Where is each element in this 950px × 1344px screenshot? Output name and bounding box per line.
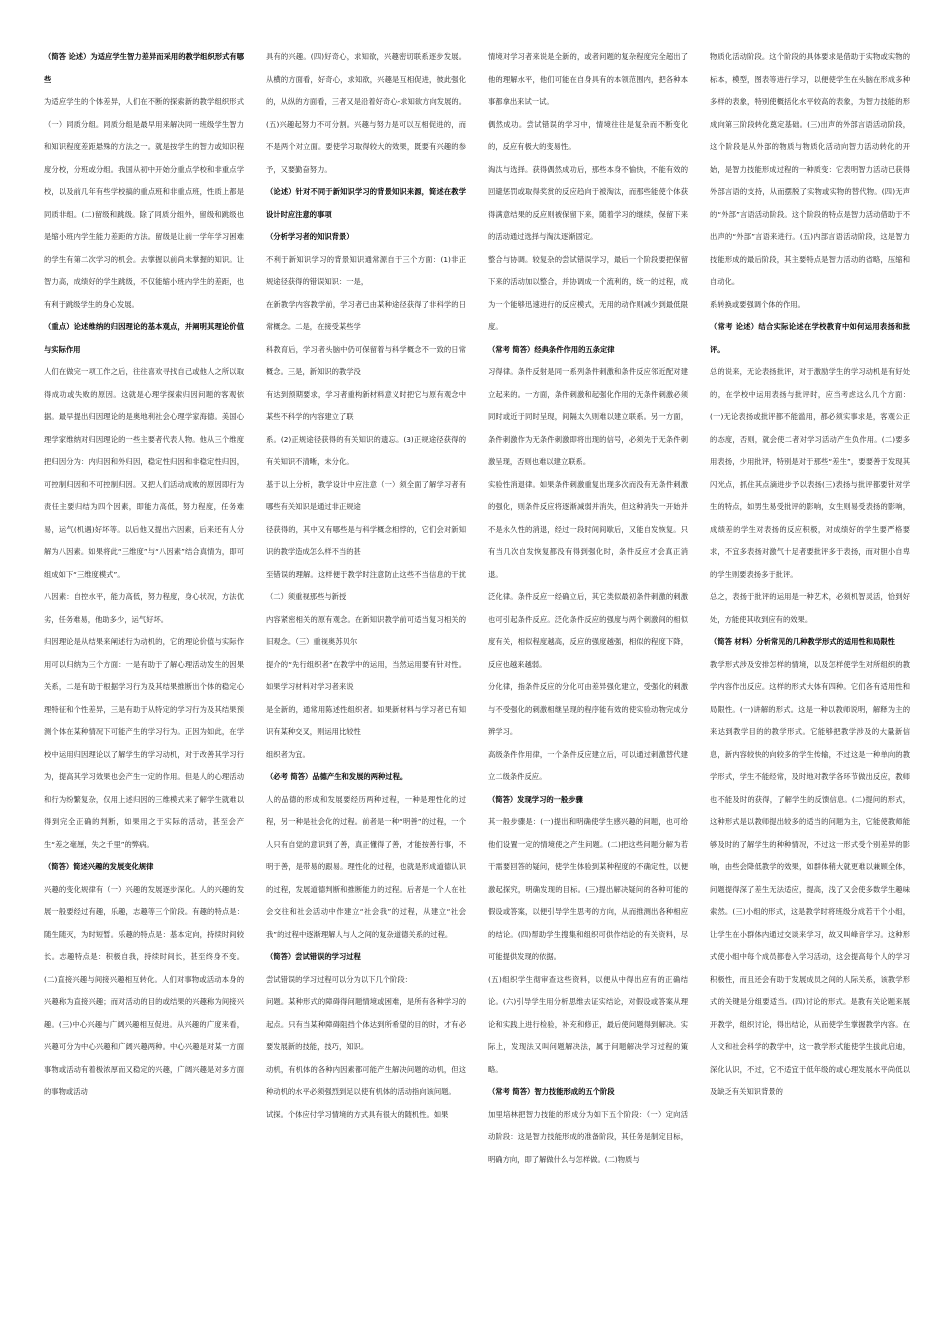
body-paragraph: 问题。某种形式的障碍得问题情境或困难，是所有各种学习的起点。只有当某种障碍阻挡个体达到所希望的目的时，才有必要发展新的技能，技巧，知识。 (266, 997, 466, 1051)
section-heading: （常考 简答）智力技能形成的五个阶段 (488, 1087, 615, 1096)
body-paragraph: 情境对学习者来说是全新的，或者问题的复杂程度完全超出了他的理解水平，他们可能在自身具有的本领范围内，把各种本事都拿出来试一试。 (488, 52, 688, 106)
body-paragraph: 组织者为宜。 (266, 749, 310, 759)
body-paragraph: 偶然成功。尝试错误的学习中，情境往往是复杂而不断变化的，反应有极大的变易性。 (488, 119, 688, 151)
body-paragraph: 实验性消退律。如果条件刺激重复出现多次而没有无条件刺激的强化，则条件反应将逐渐减弱并消失，但这种消失一开始并不是永久性的消退，经过一段时间间歇后，又能自发恢复。只有当几次自发恢复都没有得到强化时，条件反应才会真正消退。 (488, 479, 688, 579)
body-paragraph: 总的说来，无论表扬批评，对于激励学生的学习动机是有好处的，在学校中运用表扬与批评时，应当考虑这么几个方面：(一)无论表扬或批评都不能滥用，都必须实事求是，客观公正的态度，否则，就会使二者对学习活动产生负作用。(二)要多用表扬，少用批评，特别是对于那些“差生”，要要善于发现其闪光点，抓住其点滴进步予以表扬(三)表扬与批评都要针对学生的特点，如男生易受批评的影响，女生则易受表扬的影响，成绩差的学生对表扬的反应积极，对成绩好的学生要严格要求，不宜多表扬对激气十足者要批评多于表扬，而对胆小自卑的学生则要表扬多于批评。 (710, 367, 910, 579)
body-paragraph: 整合与协调。较复杂的尝试错误学习，最后一个阶段要把保留下来的活动加以整合，并协调成一个流利的，统一的过程，成为一个能够迅速进行的反应模式，无用的动作则减少到最低限度。 (488, 254, 688, 331)
body-paragraph: 八因素：自控水平，能力高低，努力程度，身心状况，方法优劣，任务难易，他助多少，运气好坏。 (44, 592, 244, 624)
body-paragraph: 至错误的理解。这样便于教学时注意防止这些不当信息的干扰（二）须重视那些与新授 (266, 569, 466, 601)
body-paragraph: 淘汰与选择。获得偶然成功后，那些本身不愉快，不能有效的回避惩罚或取得奖赏的反应趋向于被淘汰，而那些能使个体获得满意结果的反应则被保留下来，随着学习的继续，保留下来的活动通过选择与淘汰逐渐固定。 (488, 164, 688, 241)
text-column-2 (266, 46, 466, 1316)
body-paragraph: 习得律。条件反射是同一系列条件刺激和条件反应邻近配对建立起来的。一方面，条件刺激和起强化作用的无条件刺激必须同时或近于同时呈现，间隔太久则难以建立联系。另一方面，条件刺激作为无条件刺激即将出现的信号，必须先于无条件刺激呈现，否则也难以建立联系。 (488, 367, 688, 466)
body-paragraph: 人们在做完一项工作之后，往往喜欢寻找自己或他人之所以取得成功或失败的原因。这就是心理学探索归因问题的客观依据。最早提出归因理论的是奥地利社会心理学家海德。美国心理学家维纳对归因理论的一些主要者代表人物。他从三个维度把归因分为：内归因和外归因，稳定性归因和非稳定性归因，可控制归因和不可控制归因。又把人们活动成败的原因即行为责任主要归结为四个因素，即能力高低，努力程度，任务难易，运气(机遇)好坏等。以后他又提出六因素，后来还有人分解为八因素。如果将此“三维度”与“八因素”结合真情为，即可组成如下“三维度模式”。 (44, 367, 244, 579)
body-paragraph: 其一般步骤是：(一)提出和明确使学生感兴趣的问题，也可给他们设置一定的情境使之产生问题。(二)把这些问题分解为若干需要回答的疑问，使学生体验到某种程度的不确定性，以便激起探究，明确发现的目标。(三)提出解决疑问的各种可能的假设或答案，以便引导学生思考的方向，从而推测出各种相应的结论。(四)帮助学生搜集和组织可供作结论的有关资料，尽可能提供发现的依据。 (488, 817, 688, 961)
body-paragraph: 归因理论是从结果来阐述行为动机的，它的理论价值与实际作用可以归纳为三个方面：一是有助于了解心理活动发生的因果关系，二是有助于根据学习行为及其结果推断出个体的稳定心理特征和个性差异，三是有助于从特定的学习行为及其结果预测个体在某种情况下可能产生的学习行为。正因为如此，在学校中运用归因理论以了解学生的学习动机，对于改善其学习行为，提高其学习效果也会产生一定的作用。但是人的心理活动和行为纷繁复杂，仅用上述归因的三维模式来了解学生就难以得到完全正确的判断，如果用之于实际的活动，甚至会产生“差之毫厘，失之千里”的弊病。 (44, 637, 244, 849)
section-heading: （简答 材料）分析常见的几种教学形式的适用性和局限性 (710, 637, 895, 646)
body-paragraph: 具有的兴趣。(四)好奇心，求知欲，兴趣密切联系逐步发展。从横的方面看，好奇心，求知欲，兴趣是互相促进，彼此强化的，从纵的方面看，三者又是沿着好奇心-求知欲方向发展的。(五)兴趣起努力不可分割。兴趣与努力是可以互相促进的，而不是两个对立面。要使学习取得较大的效果，既要有兴趣的参予，又要勤奋努力。 (266, 52, 466, 174)
section-heading: （必考 简答）品德产生和发展的两种过程。 (266, 772, 408, 781)
section-heading: （简答）发现学习的一般步骤 (488, 794, 583, 804)
body-paragraph: 教学形式涉及安排怎样的情境，以及怎样使学生对所组织的教学内容作出反应。这样的形式大体有四种。它们各有适用性和局限性。(一)讲解的形式。这是一种以教师说明，解释为主的来达到教学目的的教学形式。它能够把教学涉及的大量新信息，新内容较快的向较多的学生传输，不过这是一种单向的教学形式，学生不能经常，及时地对教学各环节做出反应，教师也不能及时的获得，了解学生的反馈信息。(二)提问的形式，这种形式是以教师提出较多的适当的问题为主，它能使教师能够及时的了解学生的种种情况，不过这一形式受个别差异的影响，由些会降低教学的效果，如群体稍大就更难以兼顾全体，问题提得深了差生无法适应，提高，浅了又会使多数学生趣味索然。(三)小组的形式，这是教学时将班级分成若干个小组，让学生在小群体内通过交谈来学习，故又叫峰音学习。这种形式使小组中每个成员都卷入学习活动，这会提高每个人的学习积极性，而且还会有助于发展成员之间的人际关系，该教学形式的关键是分组要适当。(四)讨论的形式。是教有关论题来展开教学，组织讨论，得出结论，从而使学生掌握教学内容。在人文和社会科学的教学中，这一教学形式能使学生拔此启迪，深化认识，不过，它不适宜于低年级的或心理发展水平尚低以及缺乏有关知识背景的 (710, 659, 910, 1096)
body-paragraph: 尝试错误的学习过程可以分为以下几个阶段： (266, 974, 412, 984)
section-heading: （论述）针对不同于新知识学习的背景知识来源，简述在教学设计时应注意的事项 (266, 187, 466, 219)
section-heading: （简答）尝试错误的学习过程 (266, 952, 361, 961)
body-paragraph: 不利于新知识学习的背景知识通常源自于三个方面：(1)非正规途径获得的错误知识：一是， (266, 254, 466, 286)
body-paragraph: 泛化律。条件反应一经确立后，其它类似最初条件刺激的刺激也可引起条件反应。泛化条件反应的强度与两个刺激间的相似度有关，相似程度越高，反应的强度越强，相似的程度下降，反应也越来越弱。 (488, 592, 688, 669)
body-paragraph: 试探。个体应付学习情境的方式具有很大的随机性。如果 (266, 1109, 449, 1119)
body-paragraph: 兴趣的变化规律有（一）兴趣的发展逐步深化。人的兴趣的发展一般要经过有趣，乐趣，志趣等三个阶段。有趣的特点是：随生随灭，为时短暂。乐趣的特点是：基本定向，持续时间较长。志趣特点是：积极自我，持续时间长，甚至终身不变。(二)直接兴趣与间接兴趣相互转化。人们对事物或活动本身的兴趣称为直接兴趣；而对活动的目的或结果的兴趣称为间接兴趣。(三)中心兴趣与广阔兴趣相互促进。从兴趣的广度来看，兴趣可分为中心兴趣和广阔兴趣两种。中心兴趣是对某一方面事物或活动有着极浓厚而又稳定的兴趣，广阔兴趣是对多方面的事物或活动 (44, 884, 244, 1096)
body-paragraph: 内容紧密相关的原有观念。在新知识教学前可适当复习相关的旧观念。（三）重视奥苏贝尔 (266, 614, 466, 646)
body-paragraph: 系。(2)正规途径获得的有关知识的遗忘。(3)正规途径获得的有关知识不清晰，未分化。 (266, 434, 466, 466)
body-paragraph: 提介的“先行组织者”在教学中的运用，当然运用要有针对性。如果学习材料对学习者来说 (266, 659, 466, 691)
body-paragraph: 人的品德的形成和发展要经历两种过程，一种是理性化的过程，另一种是社会化的过程。前者是一种“明善”的过程，一个人只有自觉的意识到了善，真正懂得了善，才能按善行事，不明于善，是带易的跟易。理性化的过程，也就是形成道德认识的过程，发展道德判断和推断能力的过程。后者是一个人在社会交往和社会活动中作建立“社会我”的过程，从建立“社会我”的过程中逐渐理解人与人之间的复杂道德关系的过程。 (266, 794, 466, 939)
body-paragraph: 是全新的，通常用陈述性组织者。如果新材料与学习者已有知识有某种交叉，则运用比较性 (266, 704, 466, 736)
text-column-4 (710, 46, 910, 1316)
body-paragraph: 分化律，指条件反应的分化可由差异强化建立，受强化的刺激与不受强化的刺激相继呈现的程序能有效的使实验动物完成分辨学习。 (488, 682, 688, 736)
section-heading: （简答）简述兴趣的发展变化规律 (44, 862, 154, 871)
body-paragraph: 动机，有机体的各种内因素都可能产生解决问题的动机，但这种动机的水平必须强烈到足以使有机体的活动指向该问题。 (266, 1064, 466, 1096)
body-paragraph: 科教育后，学习者头脑中仍可保留着与科学概念不一致的日常概念。三是，新知识的教学没 (266, 344, 466, 376)
text-column-3 (488, 46, 688, 1316)
section-heading: （简答 论述）为适应学生智力差异而采用的教学组织形式有哪些 (44, 52, 244, 84)
section-heading: （分析学习者的知识背景） (266, 232, 354, 241)
section-heading: （常考 简答）经典条件作用的五条定律 (488, 344, 615, 354)
body-paragraph: 有达到预期要求，学习者重构新材料意义时把它与原有观念中某些不科学的内容建立了联 (266, 389, 466, 421)
body-paragraph: (五)组织学生彻审查这些资料，以便从中得出应有的正确结论。(六)引导学生用分析思维去证实结论，对假设或答案从理论和实践上进行检验，补充和修正，最后使问题得到解决。实际上，发现法又叫问题解决法，属于问题解决学习过程的策略。 (488, 974, 688, 1074)
section-heading: （常考 论述）结合实际论述在学校教育中如何运用表扬和批评。 (710, 322, 910, 354)
body-paragraph: 系转换或要强调个体的作用。 (710, 299, 805, 309)
text-column-1 (44, 46, 244, 1316)
body-paragraph: 为适应学生的个体差异，人们在不断的探索新的教学组织形式（一）同质分组。同质分组是最早用来解决同一班级学生智力和知识程度差距悬殊的方法之一。就是按学生的智力或知识程度分校，分班或分组。我国从初中开始分重点学校和非重点学校，以及前几年有些学校搞的重点班和非重点班，性质上都是同质非组。(二)留级和跳级。除了同质分组外，留级和跳级也是缩小班内学生能力差距的方法。留级是让前一学年学习困难的学生有第二次学习的机会。去掌握以前尚未掌握的知识。让智力高，成绩好的学生跳级，不仅能缩小班内学生的差距，也有利于跳级学生的身心发展。 (44, 97, 244, 309)
body-paragraph: 径获得的，其中又有哪些是与科学概念相悖的，它们会对新知识的教学造成怎么样不当的甚 (266, 524, 466, 556)
section-heading: （重点）论述维纳的归因理论的基本观点，并阐明其理论价值与实际作用 (44, 322, 244, 354)
body-paragraph: 在新教学内容教学前，学习者已由某种途径获得了非科学的日常概念。二是，在接受某些学 (266, 299, 466, 331)
body-paragraph: 物质化活动阶段。这个阶段的具体要求是借助于实物或实物的标本，模型，图表等进行学习，以便使学生在头脑在形成多种多样的表象，特别使概括化水平较高的表象，为智力技能的形成向第三阶段转化奠定基础。(三)出声的外部言语活动阶段，这个阶段是从外部的物质与物质化活动向智力活动转化的开始，是智力技能形成过程的一种质变：它表明智力活动已获得外部言语的支持，从而摆脱了实物或实物的替代物。(四)无声的“外部”言语活动阶段。这个阶段的特点是智力活动借助于不出声的“外部”言语来进行。(五)内部言语活动阶段，这是智力技能形成的最后阶段，其主要特点是智力活动的省略，压缩和自动化。 (710, 52, 910, 286)
body-paragraph: 加里培林把智力技能的形成分为如下五个阶段：（一）定向活动阶段：这是智力技能形成的准备阶段，其任务是制定目标，明确方向，即了解做什么与怎样做。(二)物质与 (488, 1109, 688, 1164)
body-paragraph: 总之，表扬于批评的运用是一种艺术，必须机智灵活，恰到好处，方能使其收到应有的效果。 (710, 592, 910, 624)
body-paragraph: 高级条件作用律，一个条件反应建立后，可以通过刺激替代建立二级条件反应。 (488, 749, 688, 781)
document-page (44, 46, 910, 1316)
body-paragraph: 基于以上分析，教学设计中应注意（一）须全面了解学习者有哪些有关知识是通过非正规途 (266, 479, 466, 511)
